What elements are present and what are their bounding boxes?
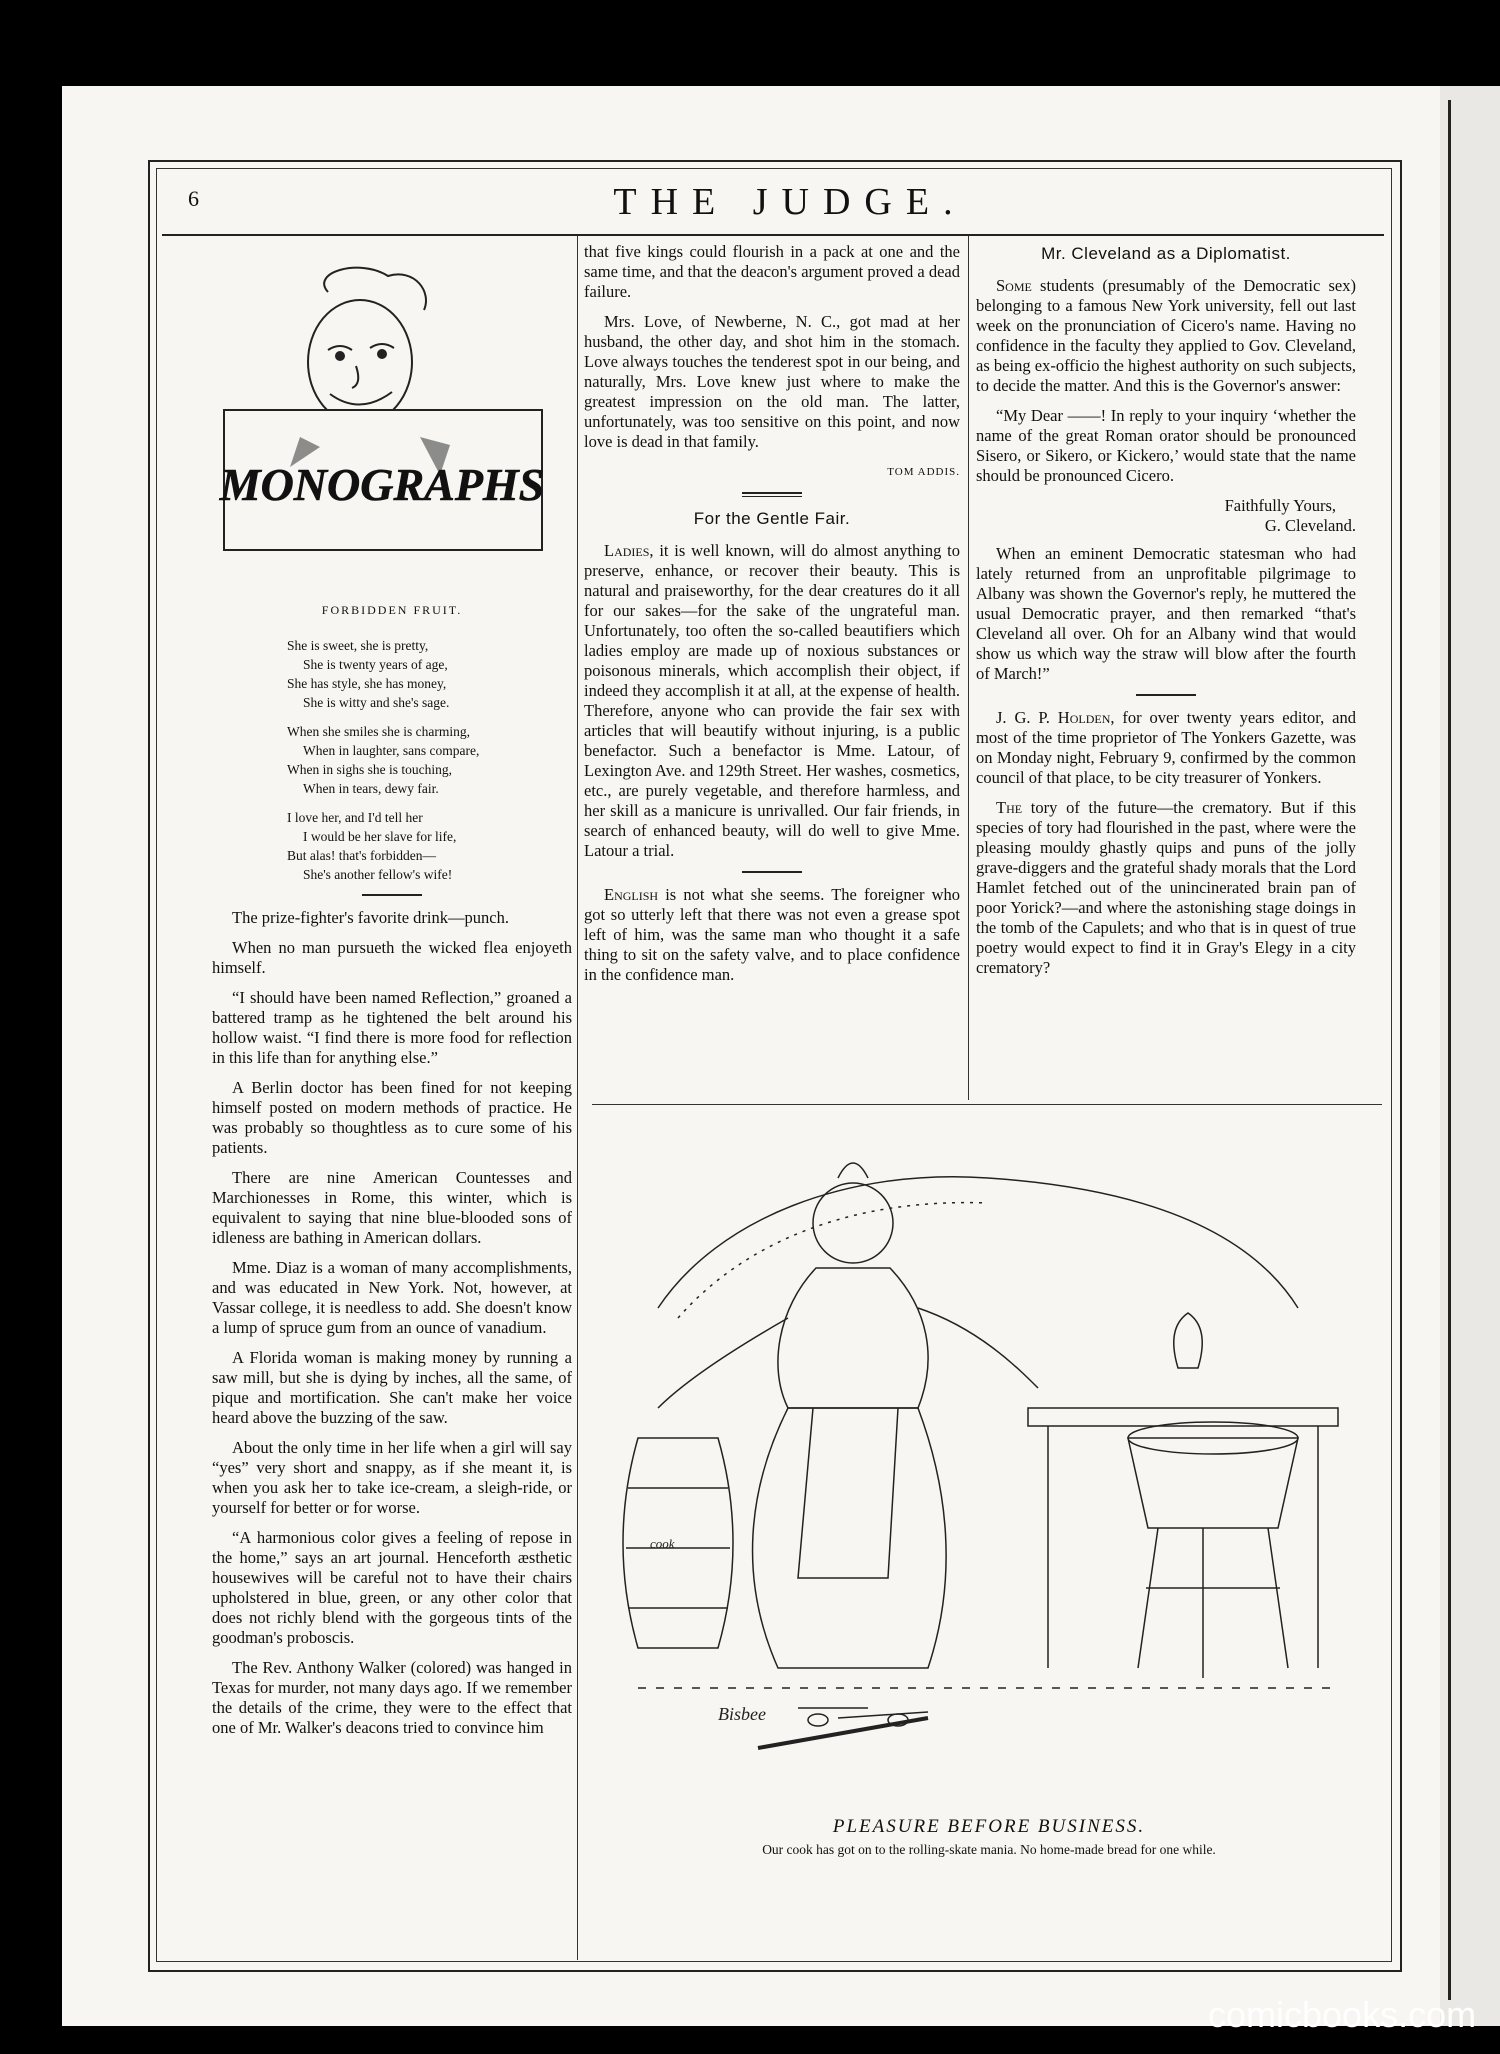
column-2 [584,242,960,995]
paragraph: that five kings could flourish in a pack at one and the same time, and that the deacon's argument proved a dead failure. [584,242,960,301]
paragraph: A Florida woman is making money by running a saw mill, but she is dying by inches, all the same, of pique and mortification. She can't make her voice heard above the buzzing of the saw. [212,1348,572,1427]
poem-line: She is twenty years of age, [303,657,448,672]
letter-signature: G. Cleveland. [1264,516,1356,535]
paragraph-body: students (presumably of the Democratic sex) belonging to a famous New York university, fell out last week on the pronunciation of Cicero's name. Having no confidence in the faculty they applied to Gov. Cleveland, as being ex-officio the highest authority on such subjects, to decide the matter. And this is the Governor's answer: [976,276,1356,395]
lead-in: The [996,798,1023,817]
poem-line: She has style, she has money, [287,676,447,691]
paragraph: About the only time in her life when a girl will say “yes” very short and snappy, as if she meant it, is when you ask her to take ice-cream, a sleigh-ride, or yourself for better or for worse. [212,1438,572,1517]
header-rule [162,234,1384,236]
barrel-label: cook [650,1536,675,1551]
paragraph: When an eminent Democratic statesman who had lately returned from an unprofitable pilgrimage to Albany was shown the Governor's reply, he muttered the usual Democratic prayer, and then remarked “that's Cleveland all over. Oh for an Albany wind that would show us which way the straw will blow after the fourth of March!” [976,544,1356,683]
poem [287,636,572,884]
paragraph [584,885,960,985]
paragraph-body: , for over twenty years editor, and most of the time proprietor of The Yonkers Gazette, was on Monday night, February 9, confirmed by the common council of that place, to be city treasurer of Yonkers. [976,708,1356,787]
watermark: comicbooks.com [1208,1994,1477,2035]
poem-line: I would be her slave for life, [303,829,457,844]
paragraph: A Berlin doctor has been fined for not keeping himself posted on modern methods of practice. He was probably so thoughtless as to cure some of his patients. [212,1078,572,1157]
paragraph: “A harmonious color gives a feeling of repose in the home,” says an art journal. Henceforth æsthetic housewives will be careful not to have their chairs upholstered in blue, green, or any other color that does not richly blend with the gorgeous tints of the goodman's proboscis. [212,1528,572,1647]
cartoon-caption: Our cook has got on to the rolling-skate mania. No home-made bread for one while. [762,1842,1216,1857]
paragraph-body: is not what she seems. The foreigner who got so utterly left that there was not even a grease spot left of him, was the same man who thought it a safe thing to sit on the safety valve, and to place confidence in the confidence man. [584,885,960,984]
paragraph: “I should have been named Reflection,” groaned a battered tramp as he tightened the belt around his hollow waist. “I find there is more food for reflection in this life than for anything else.” [212,988,572,1067]
column-3 [976,242,1356,988]
paragraph [976,798,1356,978]
poem-line: When in tears, dewy fair. [303,781,439,796]
lead-in: Ladies [604,541,650,560]
page-number: 6 [188,186,199,211]
paragraph [584,541,960,861]
artist-signature: Bisbee [718,1704,766,1724]
column-rule-1 [577,236,578,1960]
cartoon-top-rule [592,1104,1382,1105]
poem-line: She is witty and she's sage. [303,695,450,710]
monographs-banner: MONOGRAPHS [219,459,545,510]
cartoon-illustration [598,1108,1380,1800]
column-rule-2 [968,236,969,1100]
poem-line: She's another fellow's wife! [303,867,453,882]
column-1 [212,594,572,1748]
paragraph: The Rev. Anthony Walker (colored) was hanged in Texas for murder, not many days ago. If we remember the details of the crime, they were to the effect that one of Mr. Walker's deacons tried to convince him [212,1658,572,1737]
paragraph-body: , it is well known, will do almost anything to preserve, enhance, or recover their beauty. This is natural and praiseworthy, for the dear creatures do it all for our sakes—for the sake of the ungrateful man. Unfortunately, too often the so-called beautifiers which ladies employ are made up of noxious substances or poisonous minerals, which accomplish their object, if indeed they accomplish it at all, at the expense of health. Therefore, anyone who can provide the fair sex with articles that will beautify without injuring, is a public benefactor. Such a benefactor is Mme. Latour, of Lexington Ave. and 129th Street. Her washes, cosmetics, etc., are purely vegetable, and therefore harmless, and her skill as a manicure is unrivalled. Our fair friends, in search of enhanced beauty, will do well to give Mme. Latour a trial. [584,541,960,860]
lead-in: Some [996,276,1032,295]
paragraph [976,276,1356,396]
poem-line: When she smiles she is charming, [287,724,470,739]
byline: TOM ADDIS. [887,466,960,478]
poem-line: I love her, and I'd tell her [287,810,423,825]
section-heading: Mr. Cleveland as a Diplomatist. [1041,244,1291,263]
lead-in: English [604,885,659,904]
paragraph: Mme. Diaz is a woman of many accomplishments, and was educated in New York. Not, however, at Vassar college, it is needless to add. She doesn't know a lump of spruce gum from an ounce of vanadium. [212,1258,572,1337]
paragraph: The prize-fighter's favorite drink—punch. [232,908,509,927]
poem-line: But alas! that's forbidden— [287,848,437,863]
section-rule [742,871,802,873]
page-gutter-line [1448,100,1451,2000]
lead-in: J. G. P. Holden [996,708,1111,727]
paragraph-body: tory of the future—the crematory. But if this species of tory had flourished in the past, where were the pleasing mouldy ghastly quips and puns of the jolly grave-diggers and the grateful shady morals that the Lord Hamlet fetched out of the unincinerated brain pan of poor Yorick?—and where the astonishing stage doings in the tomb of the Capulets; and who that is in quest of true poetry would expect to find it in Gray's Elegy in a city crematory? [976,798,1356,977]
section-heading: For the Gentle Fair. [693,509,851,528]
poem-title: FORBIDDEN FRUIT. [321,603,463,617]
masthead-title: THE JUDGE. [613,181,967,223]
paragraph: There are nine American Countesses and Marchionesses in Rome, this winter, which is equivalent to saying that nine blue-blooded sons of idleness are bathing in American dollars. [212,1168,572,1247]
cartoon-title: PLEASURE BEFORE BUSINESS. [832,1816,1146,1837]
paragraph [976,708,1356,788]
monographs-illustration [210,262,555,582]
paragraph: Mrs. Love, of Newberne, N. C., got mad at her husband, the other day, and shot him in the stomach. Love always touches the tenderest spot in our being, and naturally, Mrs. Love knew just where to make the greatest impression on the old man. The latter, unfortunately, was too sensitive on this point, and now love is dead in that family. [584,312,960,451]
section-rule [742,492,802,497]
letter-closing: Faithfully Yours, [1224,496,1336,515]
section-rule [362,894,422,896]
section-rule [1136,694,1196,696]
letter-text: “My Dear ——! In reply to your inquiry ‘whether the name of the great Roman orator should be pronounced Sisero, or Sikero, or Kickero,’ would state that the name should be pronounced Cicero. [976,406,1356,485]
poem-line: When in sighs she is touching, [287,762,452,777]
poem-line: She is sweet, she is pretty, [287,638,429,653]
poem-line: When in laughter, sans compare, [303,743,480,758]
paragraph: When no man pursueth the wicked flea enjoyeth himself. [212,938,572,977]
